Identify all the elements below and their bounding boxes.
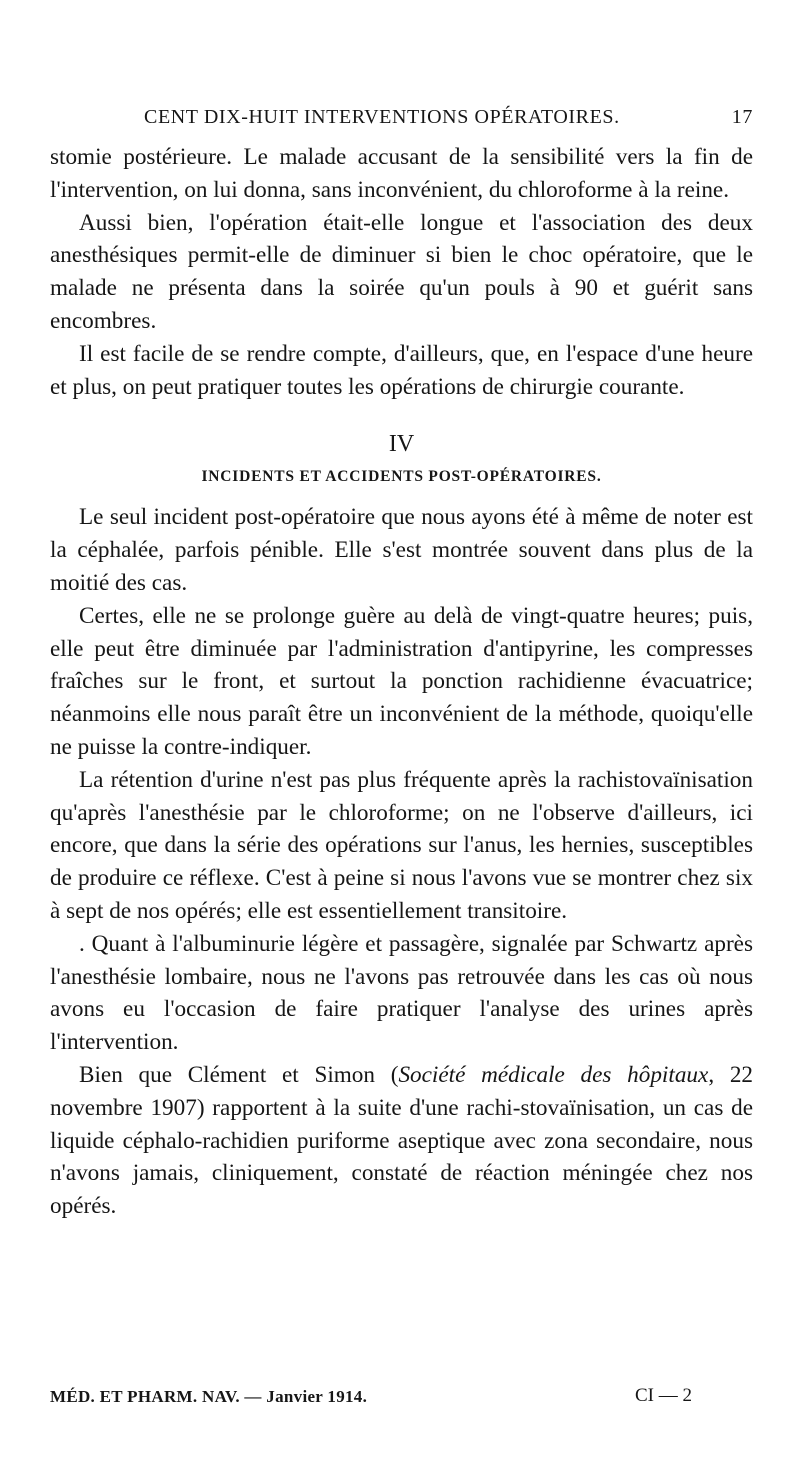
section-number: IV	[388, 431, 415, 458]
paragraph: Le seul incident post-opératoire que nous ayons été à même de noter est la céphalée, parfois pénible. Elle s'est montrée souvent dans plus de la moitié des cas.	[50, 504, 753, 596]
paragraph: Il est facile de se rendre compte, d'ailleurs, que, en l'espace d'une heure et plus, on peut pratiquer toutes les opérations de chirurgie courante.	[50, 340, 753, 400]
running-head	[50, 102, 753, 138]
paragraph: Certes, elle ne se prolonge guère au delà de vingt-quatre heures; puis, elle peut être diminuée par l'administration d'antipyrine, les compresses fraîches sur le front, et surtout la ponction rachidienne évacuatrice; néanmoins elle nous paraît être un inconvénient de la méthode, quoiqu'elle ne puisse la contre-indiquer.	[50, 602, 753, 760]
running-title: CENT DIX-HUIT INTERVENTIONS OPÉRATOIRES.	[144, 106, 620, 128]
paragraph-text: , 22 novembre 1907) rapportent à la suite d'une rachi-stovaïnisation, un cas de liquide céphalo-rachidien puriforme aseptique avec zona secondaire, nous n'avons jamais, cliniquement, constaté de réaction méningée chez nos opérés.	[50, 1061, 754, 1220]
body-text	[50, 141, 753, 1223]
page-footer	[50, 1383, 710, 1413]
signature-mark: CI — 2	[635, 1385, 692, 1406]
journal-footer: MÉD. ET PHARM. NAV. — Janvier 1914.	[50, 1387, 368, 1406]
section-title: INCIDENTS ET ACCIDENTS POST-OPÉRATOIRES.	[201, 468, 602, 486]
citation-title: Société médicale des hôpitaux	[398, 1061, 709, 1088]
paragraph: . Quant à l'albuminurie légère et passagère, signalée par Schwartz après l'anesthésie lombaire, nous ne l'avons pas retrouvée dans les cas où nous avons eu l'occasion de faire pratiquer l'analyse des urines après l'intervention.	[50, 930, 753, 1056]
paragraph-text: Bien que Clément et Simon (	[79, 1061, 399, 1088]
page-number: 17	[731, 106, 753, 128]
paragraph: stomie postérieure. Le malade accusant de la sensibilité vers la fin de l'intervention, on lui donna, sans inconvénient, du chloroforme à la reine.	[50, 144, 753, 203]
paragraph: Aussi bien, l'opération était-elle longue et l'association des deux anesthésiques permit-elle de diminuer si bien le choc opératoire, que le malade ne présenta dans la soirée qu'un pouls à 90 et guérit sans encombres.	[50, 209, 753, 334]
paragraph: La rétention d'urine n'est pas plus fréquente après la rachistovaïnisation qu'après l'anesthésie par le chloroforme; on ne l'observe d'ailleurs, ici encore, que dans la série des opérations sur l'anus, les hernies, susceptibles de produire ce réflexe. C'est à peine si nous l'avons vue se montrer chez six à sept de nos opérés; elle est essentiellement transitoire.	[50, 766, 753, 924]
paragraph	[50, 1059, 753, 1223]
